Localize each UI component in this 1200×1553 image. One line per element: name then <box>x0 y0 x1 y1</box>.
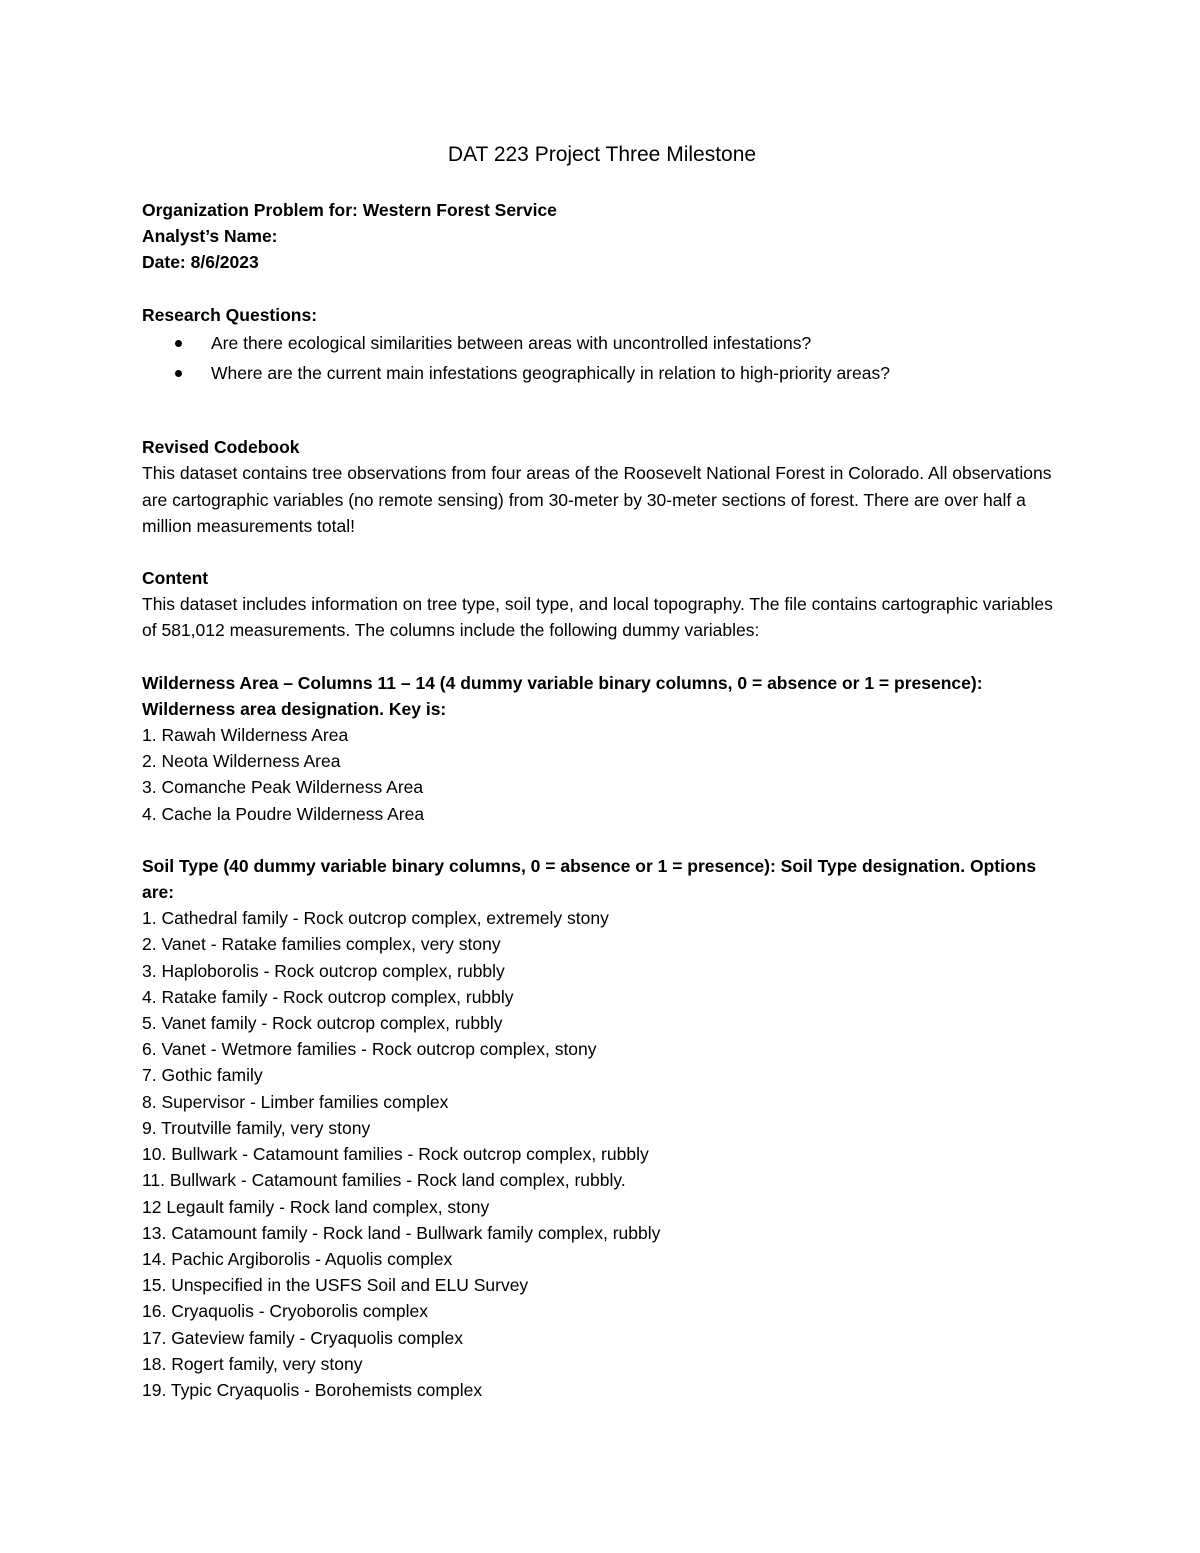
codebook-heading: Revised Codebook <box>142 437 300 458</box>
research-questions-list <box>142 330 1062 386</box>
bullet-icon <box>175 340 182 347</box>
list-item <box>142 360 1062 386</box>
list-item: 8. Supervisor - Limber families complex <box>142 1091 449 1112</box>
spacer <box>142 644 1062 670</box>
research-heading: Research Questions: <box>142 304 318 325</box>
list-item: 10. Bullwark - Catamount families - Rock outcrop complex, rubbly <box>142 1144 649 1165</box>
document-title: DAT 223 Project Three Milestone <box>447 143 757 166</box>
list-item: 1. Cathedral family - Rock outcrop complex, extremely stony <box>142 908 609 929</box>
content-paragraph: This dataset includes information on tree type, soil type, and local topography. The file contains cartographic variables of 581,012 measurements. The columns include the following dummy variables: <box>142 594 1053 641</box>
list-item: 6. Vanet - Wetmore families - Rock outcrop complex, stony <box>142 1039 597 1060</box>
list-item: 12 Legault family - Rock land complex, stony <box>142 1196 490 1217</box>
analyst-line: Analyst’s Name: <box>142 226 278 247</box>
list-item: 18. Rogert family, very stony <box>142 1353 363 1374</box>
soil-type-list <box>142 905 1062 1403</box>
document-body <box>142 140 1062 1403</box>
list-item: 2. Neota Wilderness Area <box>142 751 341 772</box>
list-item: 9. Troutville family, very stony <box>142 1117 371 1138</box>
spacer <box>142 827 1062 853</box>
list-item: 15. Unspecified in the USFS Soil and ELU Survey <box>142 1275 529 1296</box>
organization-line: Organization Problem for: Western Forest Service <box>142 200 557 220</box>
wilderness-list <box>142 722 1062 827</box>
bullet-icon <box>175 370 182 377</box>
list-item: 17. Gateview family - Cryaquolis complex <box>142 1327 463 1348</box>
list-item: 2. Vanet - Ratake families complex, very stony <box>142 934 501 955</box>
list-item: 16. Cryaquolis - Cryoborolis complex <box>142 1301 428 1322</box>
soil-heading: Soil Type (40 dummy variable binary columns, 0 = absence or 1 = presence): Soil Type designation. Options are: <box>142 855 1037 903</box>
spacer <box>142 390 1062 434</box>
list-item: 4. Ratake family - Rock outcrop complex, rubbly <box>142 986 514 1007</box>
wilderness-heading: Wilderness Area – Columns 11 – 14 (4 dummy variable binary columns, 0 = absence or 1 = presence): Wilderness area designation. Key is: <box>142 672 983 719</box>
list-item: 1. Rawah Wilderness Area <box>142 725 349 746</box>
research-question: Where are the current main infestations geographically in relation to high-priority areas? <box>211 363 890 384</box>
list-item: 19. Typic Cryaquolis - Borohemists complex <box>142 1379 483 1400</box>
list-item: 4. Cache la Poudre Wilderness Area <box>142 803 425 824</box>
list-item: 13. Catamount family - Rock land - Bullwark family complex, rubbly <box>142 1222 661 1243</box>
list-item: 11. Bullwark - Catamount families - Rock land complex, rubbly. <box>142 1170 626 1191</box>
codebook-paragraph: This dataset contains tree observations from four areas of the Roosevelt National Forest in Colorado. All observations are cartographic variables (no remote sensing) from 30-meter by 30-meter sections of forest. There are over half a million measurements total! <box>142 463 1052 536</box>
list-item <box>142 330 1062 356</box>
list-item: 7. Gothic family <box>142 1065 263 1086</box>
research-question: Are there ecological similarities between areas with uncontrolled infestations? <box>211 332 812 353</box>
list-item: 14. Pachic Argiborolis - Aquolis complex <box>142 1248 453 1269</box>
spacer <box>142 276 1062 302</box>
list-item: 5. Vanet family - Rock outcrop complex, rubbly <box>142 1013 503 1034</box>
list-item: 3. Haploborolis - Rock outcrop complex, rubbly <box>142 960 505 981</box>
date-line: Date: 8/6/2023 <box>142 252 259 273</box>
content-heading: Content <box>142 568 209 589</box>
list-item: 3. Comanche Peak Wilderness Area <box>142 777 424 798</box>
spacer <box>142 539 1062 565</box>
